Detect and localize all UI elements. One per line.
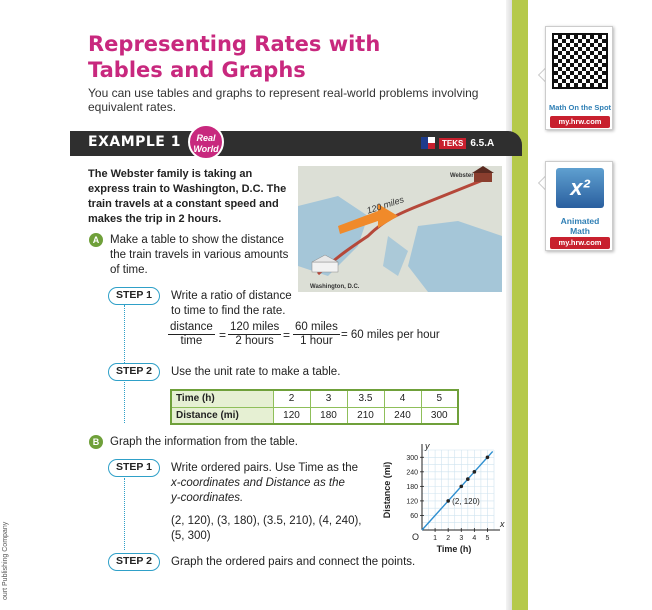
- data-point: [466, 477, 470, 481]
- graph-y-label: Distance (mi): [382, 461, 392, 519]
- ordered-pairs: [171, 514, 371, 544]
- part-a-marker: A: [89, 233, 103, 247]
- page-title-line1: Representing Rates with: [88, 32, 381, 56]
- part-b-step2-text: Graph the ordered pairs and connect the points.: [171, 556, 416, 568]
- table-cell: 3.5: [347, 390, 384, 407]
- table-header-distance: Distance (mi): [171, 407, 273, 424]
- table-header-time: Time (h): [171, 390, 273, 407]
- y-tick-label: 300: [406, 454, 418, 462]
- badge-line1: Real: [196, 133, 216, 143]
- part-b-step2-pill: STEP 2: [108, 553, 160, 571]
- table-cell: 240: [384, 407, 421, 424]
- frac2-num: 120 miles: [230, 321, 280, 333]
- anim-title-line1: Animated: [560, 216, 600, 226]
- page-title: [88, 31, 498, 83]
- map-label-washington: Washington, D.C.: [310, 284, 360, 290]
- table-cell: 210: [347, 407, 384, 424]
- part-b-step1-line1: Write ordered pairs. Use Time as the: [171, 462, 359, 474]
- part-b-step1-line2: x-coordinates and Distance as the: [171, 477, 345, 489]
- table-cell: 3: [310, 390, 347, 407]
- graph-x-axis-letter: x: [500, 519, 505, 529]
- page-title-line2: Tables and Graphs: [88, 58, 306, 82]
- x-tick-label: 4: [472, 535, 477, 542]
- example-label: EXAMPLE 1: [88, 134, 181, 150]
- animated-math-icon: x²: [556, 168, 604, 208]
- left-gutter: [0, 0, 60, 610]
- intro-text: You can use tables and graphs to represent real-world problems involving equivalent rates.: [88, 86, 479, 114]
- data-point: [473, 470, 477, 474]
- qr-card-link[interactable]: my.hrw.com: [550, 116, 610, 128]
- frac3-num: 60 miles: [295, 321, 338, 333]
- data-point: [446, 499, 450, 503]
- graph-x-label: Time (h): [436, 544, 472, 554]
- equals-sign-2: =: [283, 328, 291, 342]
- y-tick-label: 120: [406, 498, 418, 506]
- problem-statement: The Webster family is taking an express train to Washington, D.C. The train travels at a constant speed and makes the trip in 2 hours.: [88, 168, 287, 225]
- right-stripe: [512, 0, 529, 610]
- frac1-num: distance: [170, 321, 213, 333]
- table-cell: 4: [384, 390, 421, 407]
- texas-flag-icon: [421, 137, 435, 149]
- anim-card-title: [546, 216, 614, 236]
- part-b-step1-line3: y-coordinates.: [171, 492, 244, 504]
- anim-card-link[interactable]: my.hrw.com: [550, 237, 610, 249]
- equals-sign-1: =: [219, 328, 227, 342]
- map-distance-label: 120 miles: [365, 194, 406, 216]
- table-cell: 120: [273, 407, 310, 424]
- x-tick-label: 1: [433, 535, 438, 542]
- real-world-badge: [188, 124, 224, 160]
- qr-code-icon: [552, 33, 608, 89]
- route-map: [298, 166, 502, 292]
- teks-box: TEKS: [439, 138, 466, 149]
- qr-card-title: Math On the Spot: [548, 103, 612, 112]
- fraction-120-2: [228, 321, 281, 348]
- part-b-text: Graph the information from the table.: [110, 436, 298, 448]
- y-tick-label: 60: [410, 512, 418, 520]
- fraction-distance-time: [168, 321, 215, 348]
- frac3-den: 1 hour: [300, 335, 333, 347]
- fraction-60-1: [293, 321, 340, 348]
- y-tick-label: 180: [406, 483, 418, 491]
- animated-math-card[interactable]: [545, 161, 613, 251]
- data-point: [459, 485, 463, 489]
- part-b-marker: B: [89, 435, 103, 449]
- teks-code: 6.5.A: [470, 137, 495, 149]
- x-tick-label: 3: [459, 535, 464, 542]
- part-b-step1-pill: STEP 1: [108, 459, 160, 477]
- teks-standard: [421, 137, 494, 149]
- part-a-step2-pill: STEP 2: [108, 363, 160, 381]
- ordered-pairs-line1: (2, 120), (3, 180), (3.5, 210), (4, 240),: [171, 515, 362, 527]
- data-point: [486, 455, 490, 459]
- graph-annotation: (2, 120): [452, 496, 480, 506]
- table-cell: 2: [273, 390, 310, 407]
- rate-table: [170, 389, 459, 425]
- step-connector-b: [124, 478, 125, 550]
- graph-series: [422, 451, 493, 530]
- part-b-step1-text: [171, 461, 371, 506]
- ordered-pairs-line2: (5, 300): [171, 530, 211, 542]
- table-row-distance: [171, 407, 458, 424]
- frac1-den: time: [180, 335, 203, 347]
- badge-line2: World: [193, 144, 219, 154]
- publisher-credit: ourt Publishing Company: [2, 521, 9, 600]
- y-tick-label: 240: [406, 469, 418, 477]
- table-cell: 180: [310, 407, 347, 424]
- part-a-step1-pill: STEP 1: [108, 287, 160, 305]
- frac2-den: 2 hours: [235, 335, 274, 347]
- x-tick-label: 2: [446, 535, 451, 542]
- graph-origin-label: O: [412, 532, 420, 542]
- map-label-webster: Webster: [450, 173, 474, 179]
- table-cell: 5: [421, 390, 458, 407]
- x-tick-label: 5: [485, 535, 490, 542]
- part-a-step1-text: Write a ratio of distance to time to find the rate.: [171, 290, 292, 317]
- table-row-time: [171, 390, 458, 407]
- map-illustration: [298, 166, 502, 292]
- table-cell: 300: [421, 407, 458, 424]
- unit-rate-result: = 60 miles per hour: [341, 329, 440, 341]
- part-a-text: Make a table to show the distance the train travels in various amounts of time.: [110, 234, 289, 276]
- distance-time-graph: [378, 440, 506, 560]
- math-on-the-spot-card[interactable]: [545, 26, 613, 130]
- part-a-step2-text: Use the unit rate to make a table.: [171, 366, 341, 378]
- anim-title-line2: Math: [570, 226, 590, 236]
- graph-y-axis-letter: y: [425, 441, 430, 451]
